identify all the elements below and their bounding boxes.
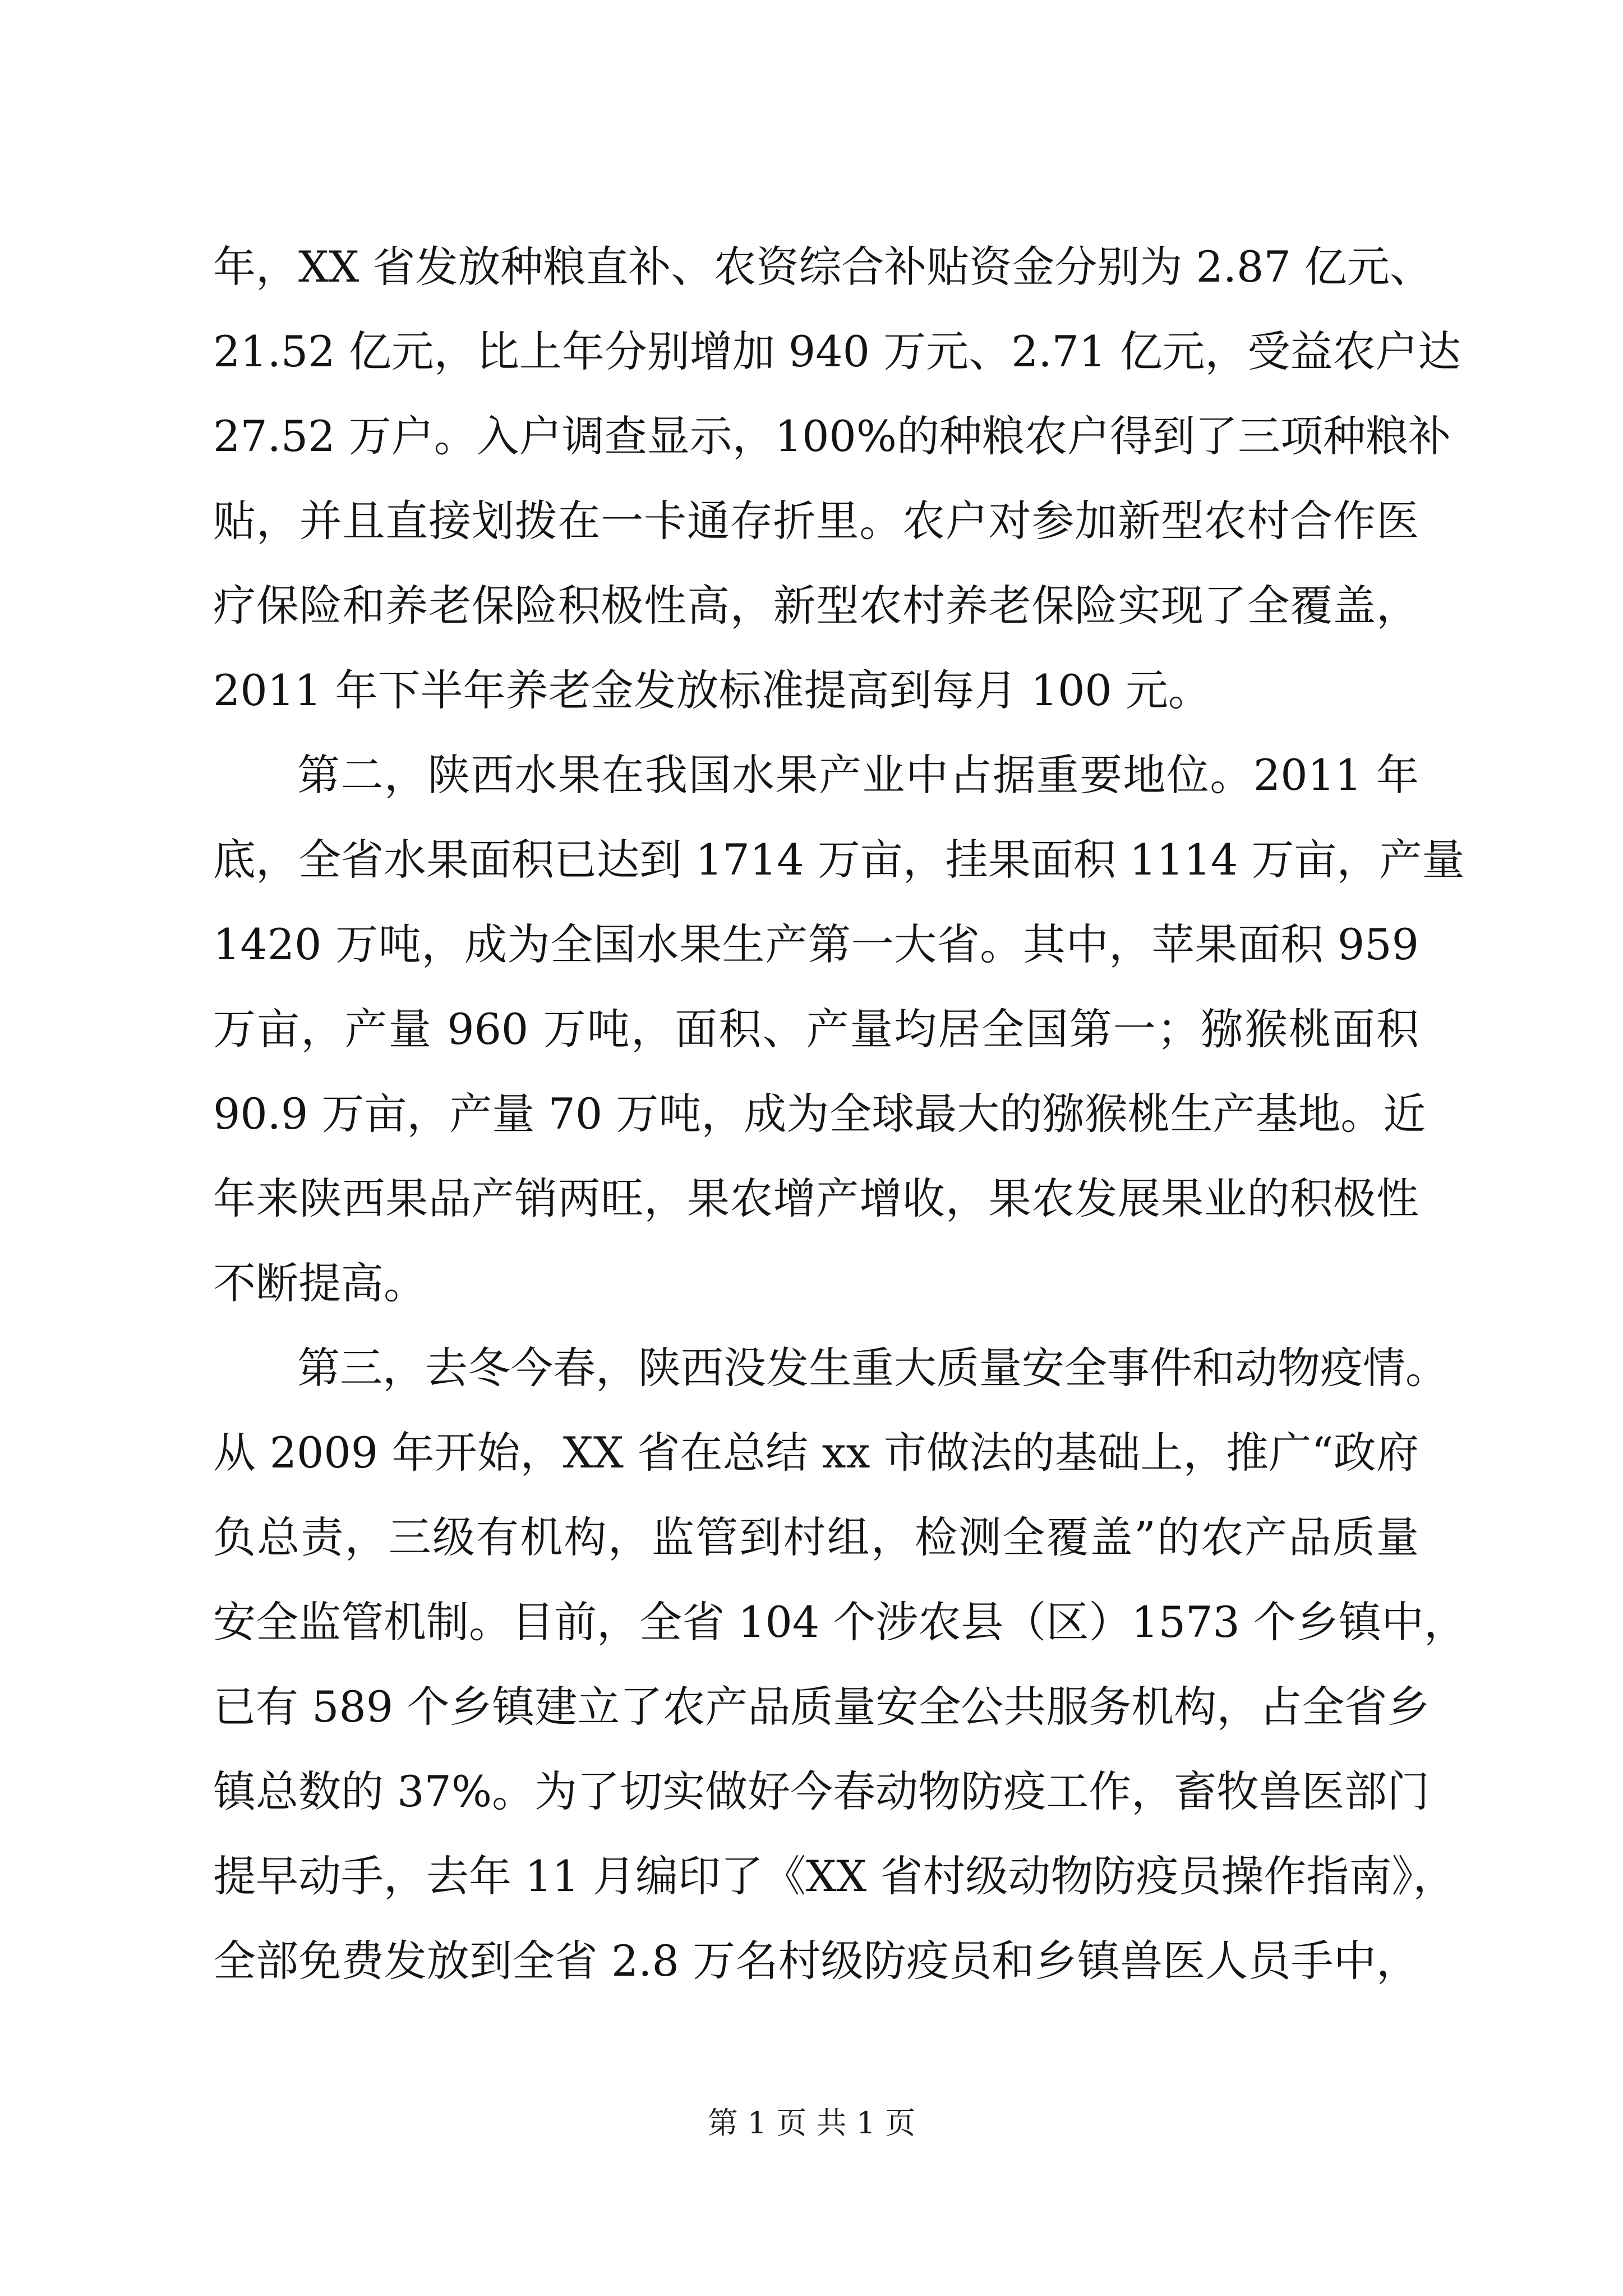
- text-line: 21.52 亿元，比上年分别增加 940 万元、2.71 亿元，受益农户达: [213, 326, 1461, 376]
- text-line: 第二，陕西水果在我国水果产业中占据重要地位。2011 年: [297, 750, 1419, 800]
- text-line: 镇总数的 37%。为了切实做好今春动物防疫工作，畜牧兽医部门: [213, 1766, 1430, 1816]
- text-line: 疗保险和养老保险积极性高，新型农村养老保险实现了全覆盖，: [213, 581, 1419, 631]
- text-line: 底，全省水果面积已达到 1714 万亩，挂果面积 1114 万亩，产量: [213, 835, 1465, 885]
- text-line: 提早动手，去年 11 月编印了《XX 省村级动物防疫员操作指南》，: [213, 1851, 1456, 1901]
- page-number-label: 第 1 页 共 1 页: [707, 2105, 916, 2141]
- text-line: 不断提高。: [213, 1258, 426, 1308]
- text-line: 年来陕西果品产销两旺，果农增产增收，果农发展果业的积极性: [213, 1174, 1419, 1223]
- paragraph-3: [213, 1326, 1467, 2003]
- text-line: 万亩，产量 960 万吨，面积、产量均居全国第一；猕猴桃面积: [213, 1004, 1419, 1054]
- text-line: 安全监管机制。目前，全省 104 个涉农县（区）1573 个乡镇中，: [213, 1597, 1467, 1647]
- text-line: 2011 年下半年养老金发放标准提高到每月 100 元。: [213, 665, 1211, 715]
- text-line: 负总责，三级有机构，监管到村组，检测全覆盖”的农产品质量: [213, 1512, 1419, 1562]
- text-line: 第三，去冬今春，陕西没发生重大质量安全事件和动物疫情。: [297, 1343, 1448, 1393]
- text-line: 27.52 万户。入户调查显示，100%的种粮农户得到了三项种粮补: [213, 411, 1451, 461]
- text-line: 1420 万吨，成为全国水果生产第一大省。其中，苹果面积 959: [213, 919, 1419, 969]
- text-line: 贴，并且直接划拨在一卡通存折里。农户对参加新型农村合作医: [213, 496, 1419, 546]
- text-line: 90.9 万亩，产量 70 万吨，成为全球最大的猕猴桃生产基地。近: [213, 1089, 1426, 1139]
- text-line: 从 2009 年开始，XX 省在总结 xx 市做法的基础上，推广“政府: [213, 1428, 1419, 1478]
- paragraph-2: [213, 733, 1465, 1326]
- text-line: 年，XX 省发放种粮直补、农资综合补贴资金分别为 2.87 亿元、: [213, 242, 1432, 292]
- text-line: 全部免费发放到全省 2.8 万名村级防疫员和乡镇兽医人员手中，: [213, 1936, 1419, 1986]
- text-line: 已有 589 个乡镇建立了农产品质量安全公共服务机构，占全省乡: [213, 1682, 1430, 1732]
- paragraph-1: [213, 224, 1461, 733]
- document-body: [213, 224, 1467, 2003]
- page-footer: [0, 2101, 1623, 2146]
